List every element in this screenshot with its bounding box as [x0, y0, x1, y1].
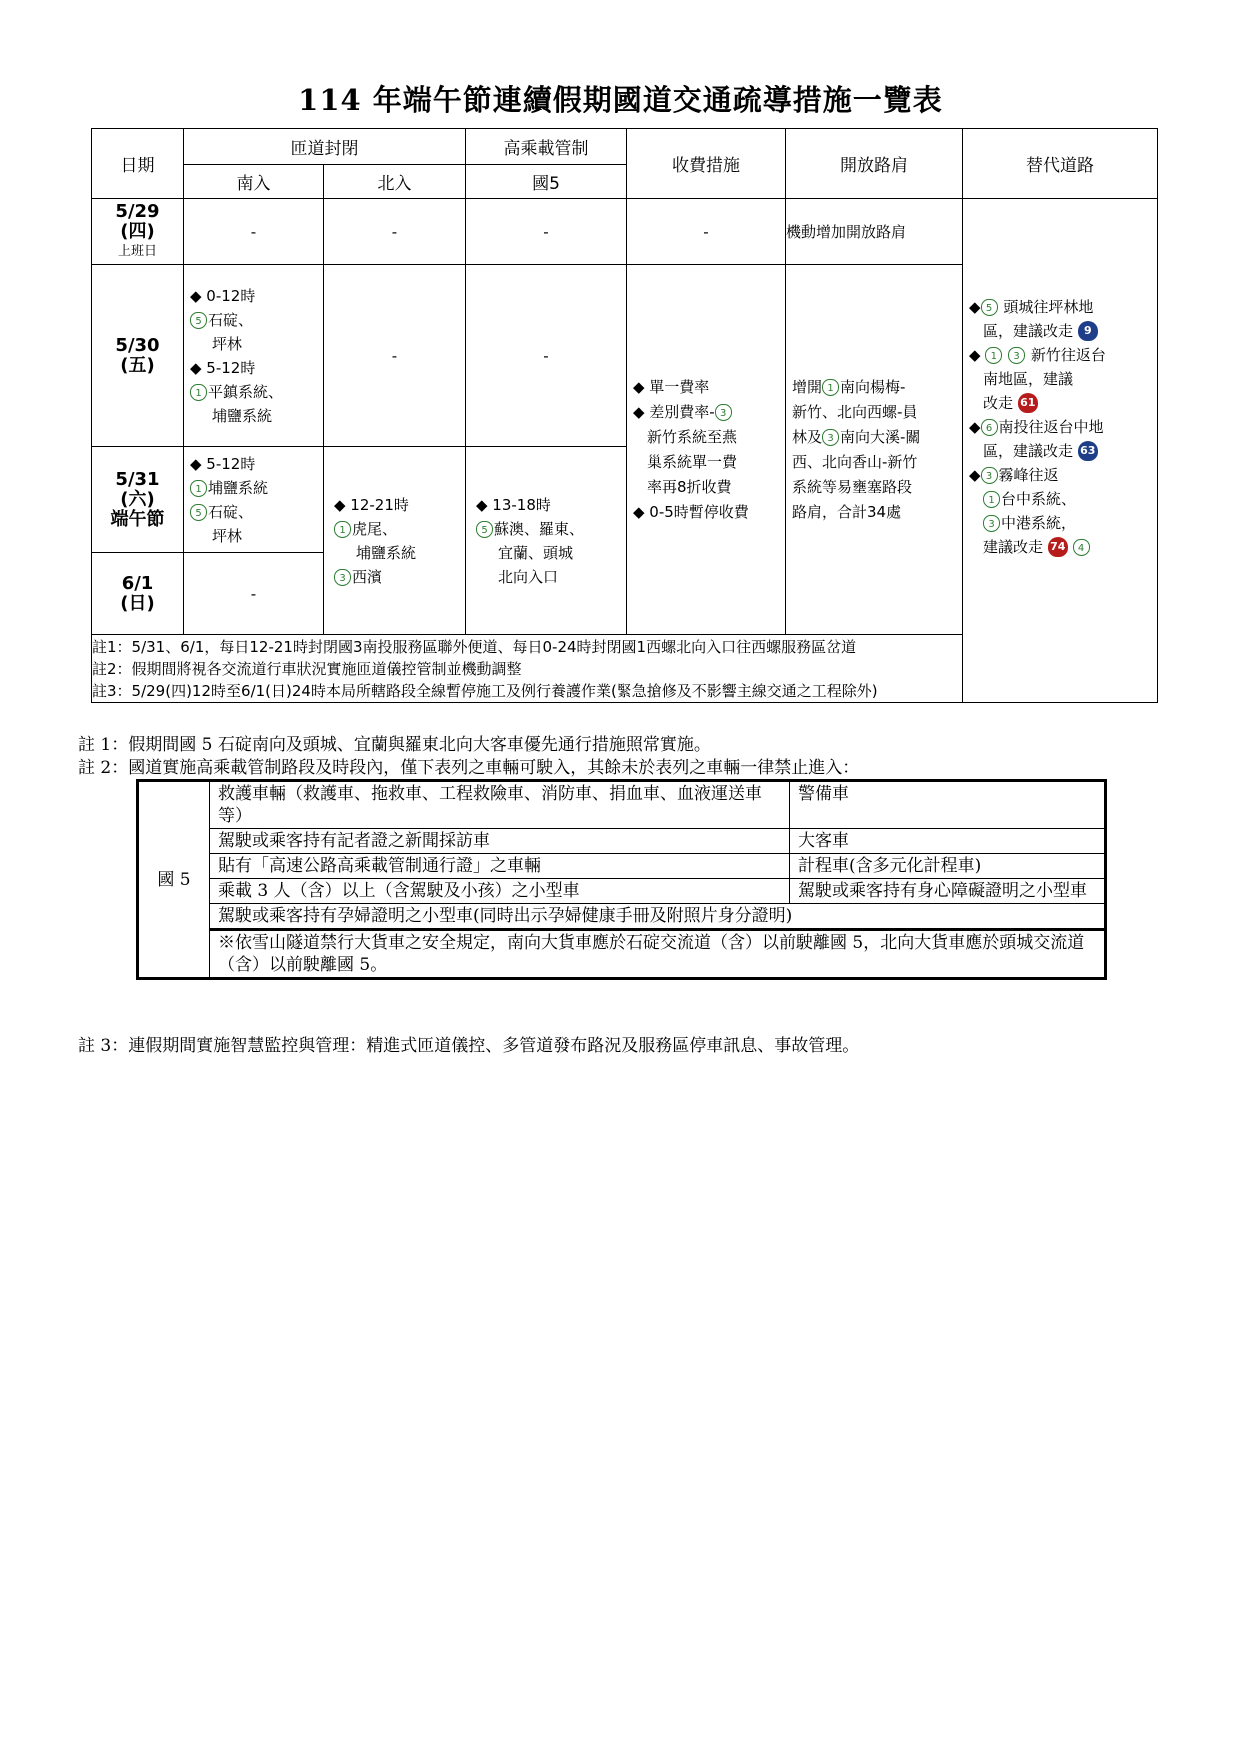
freeway-shield-icon: 1 — [190, 480, 207, 497]
shoulder-opening-cell: 增開 1 南向楊梅- 新竹、北向西螺-員 林及 3 南向大溪-關 西、北向香山-新竹 系統等易壅塞路段 路肩，合計34處 — [786, 265, 963, 635]
provincial-highway-icon: 63 — [1078, 441, 1098, 461]
table-notes — [92, 635, 1158, 703]
south-cell-0529: - — [184, 199, 324, 265]
freeway-shield-icon: 1 — [985, 347, 1002, 364]
header-alternative-route: 替代道路 — [963, 129, 1158, 199]
header-northbound: 北入 — [324, 165, 466, 199]
provincial-highway-icon: 9 — [1078, 321, 1098, 341]
date-cell-0530: 5/30 (五) — [92, 265, 184, 447]
north-closure-cell-0531-0601: ◆ 12-21時 1 虎尾、 埔鹽系統 3 西濱 — [324, 447, 466, 635]
freeway-shield-icon: 3 — [334, 569, 351, 586]
date-cell-0529: 5/29 (四) 上班日 — [92, 199, 184, 265]
freeway-shield-icon: 3 — [983, 515, 1000, 532]
south-cell-0531: ◆ 5-12時 1 埔鹽系統 5 石碇、 坪林 — [184, 447, 324, 553]
freeway-shield-icon: 3 — [981, 467, 998, 484]
freeway-shield-icon: 5 — [190, 312, 207, 329]
header-hov: 高乘載管制 — [466, 129, 627, 165]
hov-cell-0531-0601: ◆ 13-18時 5 蘇澳、羅東、 宜蘭、頭城 北向入口 — [466, 447, 627, 635]
date-cell-0531: 5/31 (六) 端午節 — [92, 447, 184, 553]
north-cell-0530: - — [324, 265, 466, 447]
vehicle-row: 駕駛或乘客持有身心障礙證明之小型車 — [790, 879, 1106, 904]
provincial-highway-icon: 61 — [1018, 393, 1038, 413]
hov-cell-0529: - — [466, 199, 627, 265]
vehicle-row-full: 駕駛或乘客持有孕婦證明之小型車(同時出示孕婦健康手冊及附照片身分證明) — [210, 904, 1106, 930]
header-ramp-closure: 匝道封閉 — [184, 129, 466, 165]
toll-cell-0529: - — [627, 199, 786, 265]
south-cell-0530: ◆ 0-12時 5 石碇、 坪林 ◆ 5-12時 1 平鎮系統、 埔鹽系統 — [184, 265, 324, 447]
route-group-cell: 國 5 — [138, 781, 210, 979]
north-cell-0529: - — [324, 199, 466, 265]
header-toll: 收費措施 — [627, 129, 786, 199]
toll-measures-cell: ◆ 單一費率 ◆ 差別費率- 3 新竹系統至燕 巢系統單一費 率再8折收費 ◆ 0-5時暫停收費 — [627, 265, 786, 635]
freeway-shield-icon: 4 — [1073, 539, 1090, 556]
alternative-route-cell: ◆ 5 頭城往坪林地 區，建議改走 9 ◆ 1 3 新竹往返台 南地區，建議 改走 61 ◆ 6 南投往返台中地 區，建議改走 63 ◆ 3 霧峰往返 1 台中系統、 3 中港系統， 建議改走 74 4 — [963, 199, 1158, 703]
vehicle-row: 救護車輛（救護車、拖救車、工程救險車、消防車、捐血車、血液運送車等） — [210, 781, 790, 829]
page-title: 114 年端午節連續假期國道交通疏導措施一覽表 — [298, 83, 943, 117]
table-note-2: 註2：假期間將視各交流道行車狀況實施匝道儀控管制並機動調整 — [92, 659, 522, 678]
freeway-shield-icon: 3 — [1008, 347, 1025, 364]
freeway-shield-icon: 3 — [822, 429, 839, 446]
table-note-3: 註3：5/29(四)12時至6/1(日)24時本局所轄路段全線暫停施工及例行養護作業(緊急搶修及不影響主線交通之工程除外) — [92, 681, 878, 700]
freeway-shield-icon: 1 — [822, 379, 839, 396]
table-note-1: 註1：5/31、6/1，每日12-21時封閉國3南投服務區聯外便道、每日0-24時封閉國1西螺北向入口往西螺服務區岔道 — [92, 637, 857, 656]
header-shoulder: 開放路肩 — [786, 129, 963, 199]
south-cell-0601: - — [184, 553, 324, 635]
freeway-shield-icon: 5 — [981, 299, 998, 316]
date-cell-0601: 6/1 (日) — [92, 553, 184, 635]
truck-rule-note: ※依雪山隧道禁行大貨車之安全規定，南向大貨車應於石碇交流道（含）以前駛離國 5，北向大貨車應於頭城交流道（含）以前駛離國 5。 — [210, 930, 1106, 979]
vehicle-row: 計程車(含多元化計程車) — [790, 854, 1106, 879]
header-date: 日期 — [92, 129, 184, 199]
freeway-shield-icon: 5 — [190, 504, 207, 521]
shoulder-cell-0529: 機動增加開放路肩 — [786, 199, 963, 265]
footnote-2: 註 2：國道實施高乘載管制路段及時段內，僅下表列之車輛可駛入，其餘未於表列之車輛一律禁止進入： — [78, 758, 860, 778]
vehicle-row: 乘載 3 人（含）以上（含駕駛及小孩）之小型車 — [210, 879, 790, 904]
freeway-shield-icon: 5 — [476, 521, 493, 538]
freeway-shield-icon: 6 — [981, 419, 998, 436]
footnote-1: 註 1：假期間國 5 石碇南向及頭城、宜蘭與羅東北向大客車優先通行措施照常實施。 — [78, 735, 711, 755]
freeway-shield-icon: 1 — [190, 384, 207, 401]
freeway-shield-icon: 3 — [715, 404, 732, 421]
vehicle-row: 駕駛或乘客持有記者證之新聞採訪車 — [210, 829, 790, 854]
freeway-shield-icon: 1 — [334, 521, 351, 538]
header-southbound: 南入 — [184, 165, 324, 199]
hov-permitted-vehicles-table — [136, 779, 1107, 980]
header-national-5: 國5 — [466, 165, 627, 199]
footnote-3: 註 3：連假期間實施智慧監控與管理：精進式匝道儀控、多管道發布路況及服務區停車訊息、事故管理。 — [78, 1036, 860, 1056]
freeway-shield-icon: 1 — [983, 491, 1000, 508]
vehicle-row: 貼有「高速公路高乘載管制通行證」之車輛 — [210, 854, 790, 879]
hov-cell-0530: - — [466, 265, 627, 447]
provincial-highway-icon: 74 — [1048, 537, 1068, 557]
vehicle-row: 警備車 — [790, 781, 1106, 829]
vehicle-row: 大客車 — [790, 829, 1106, 854]
traffic-measures-table — [91, 128, 1158, 703]
